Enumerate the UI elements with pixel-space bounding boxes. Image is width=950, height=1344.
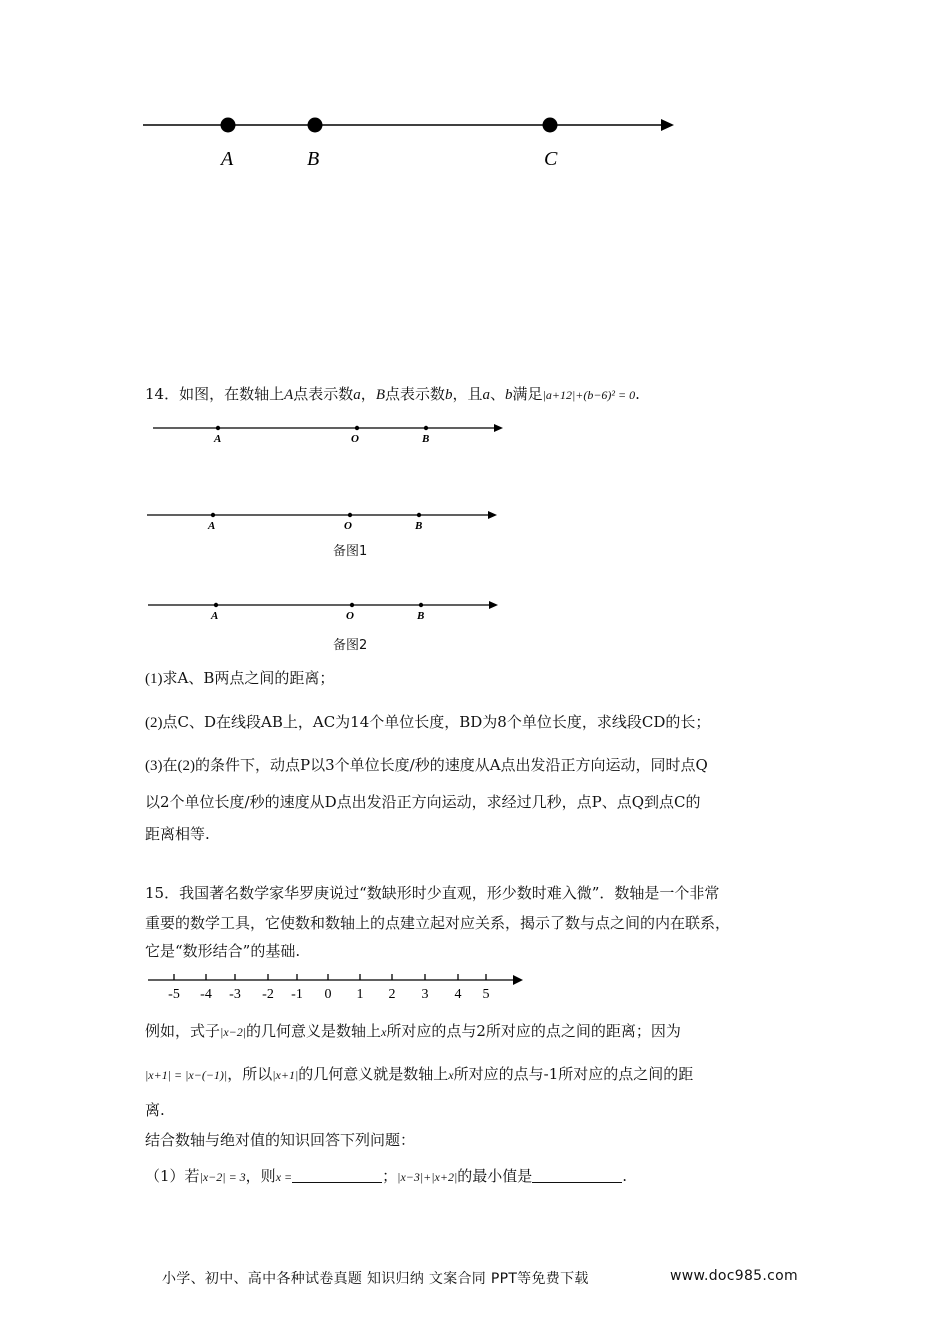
q14-period: .: [635, 385, 640, 403]
part3-text: 的条件下，动点P以3个单位长度/秒的速度从A点出发沿正方向运动，同时点Q: [195, 756, 708, 774]
q15-text: 的几何意义就是数轴上: [298, 1065, 449, 1083]
q15-text: ，则: [245, 1167, 276, 1185]
q14-intro-text: 点表示数: [384, 385, 445, 403]
q15-tick-label: -4: [200, 987, 212, 1002]
q15-formula: |x+1| = |x−(−1)|: [145, 1068, 228, 1082]
footer-text: 小学、初中、高中各种试卷真题 知识归纳 文案合同 PPT等免费下载: [162, 1271, 589, 1287]
backup1-label-a: A: [208, 520, 216, 532]
q15-tick-label: -1: [291, 987, 303, 1002]
label-b: B: [307, 148, 320, 170]
q15-var-x: x: [381, 1025, 387, 1039]
q14-intro-text: 满足: [512, 385, 543, 403]
q14-condition-formula: |a+12|+(b−6)² = 0: [542, 388, 636, 402]
q15-formula: |x+1|: [272, 1068, 299, 1082]
part3-text: 在: [162, 756, 178, 774]
footer-site[interactable]: www.doc985.com: [670, 1268, 798, 1284]
answer-blank-1[interactable]: [292, 1168, 382, 1183]
q14-intro: [145, 384, 640, 405]
q15-var-x: x =: [275, 1170, 293, 1184]
q15-line-2: 重要的数学工具，它使数和数轴上的点建立起对应关系，揭示了数与点之间的内在联系，: [145, 914, 731, 932]
q14-part-1: [145, 668, 334, 689]
q15-text: 的最小值是: [457, 1167, 533, 1185]
q14-var-a: a: [353, 387, 361, 403]
q15-number-line: [0, 968, 950, 1008]
part1-number: (1): [145, 671, 163, 687]
q14-part-2: [145, 712, 710, 733]
q14-intro-text: 、: [490, 385, 506, 403]
q15-text: ，所以: [227, 1065, 273, 1083]
q15-text: 所对应的点与-1所对应的点之间的距: [453, 1065, 694, 1083]
q15-example-line-2: [145, 1064, 693, 1085]
answer-blank-2[interactable]: [532, 1168, 622, 1183]
q15-question-1: [145, 1166, 627, 1187]
q15-example-line-1: [145, 1021, 681, 1042]
q15-text: 的几何意义是数轴上: [246, 1022, 382, 1040]
part3-number: (3): [145, 758, 163, 774]
q15-tick-label: 5: [482, 987, 490, 1002]
q14-backup-line-2: [0, 592, 950, 632]
q15-text: .: [622, 1167, 628, 1185]
q14-label-b: B: [422, 433, 430, 445]
part2-text: 点C、D在线段AB上，AC为14个单位长度，BD为8个单位长度，求线段CD的长；: [162, 713, 711, 731]
q14-intro-text: ，: [360, 385, 376, 403]
q15-tick-label: 1: [356, 987, 364, 1002]
q14-number: 14．: [145, 385, 180, 403]
point-b-dot: [308, 118, 323, 133]
q14-var-a: a: [482, 387, 491, 403]
q15-prompt: 结合数轴与绝对值的知识回答下列问题：: [145, 1131, 416, 1149]
q14-part-3-line-2: 以2个单位长度/秒的速度从D点出发沿正方向运动，求经过几秒，点P、点Q到点C的: [145, 793, 701, 811]
backup2-label-o: O: [346, 610, 354, 622]
q15-tick-label: -5: [168, 987, 180, 1002]
q15-example-line-3: 离.: [145, 1101, 165, 1119]
q14-label-o: O: [351, 433, 359, 445]
q14-var-b: b: [505, 387, 513, 403]
q15-tick-label: -3: [229, 987, 241, 1002]
q15-tick-label: 0: [324, 987, 332, 1002]
q15-tick-label: 2: [388, 987, 396, 1002]
backup1-label-o: O: [344, 520, 352, 532]
q15-formula: |x−2|: [220, 1025, 247, 1039]
q15-text: 例如，式子: [145, 1022, 221, 1040]
q15-tick-label: -2: [262, 987, 274, 1002]
q15-q1-number: （1）若: [145, 1167, 200, 1185]
q15-formula: |x−2| = 3: [199, 1170, 246, 1184]
q15-tick-label: 4: [454, 987, 462, 1002]
q14-intro-text: ，且: [452, 385, 483, 403]
q15-text: ；: [382, 1167, 398, 1185]
q15-formula: |x−3|+|x+2|: [397, 1170, 458, 1184]
q14-part-3-line-1: [145, 755, 708, 776]
q14-intro-text: 如图，在数轴上: [179, 385, 285, 403]
backup2-label-a: A: [211, 610, 219, 622]
top-axis-arrow: [661, 119, 674, 131]
q14-intro-text: 点表示数: [293, 385, 354, 403]
point-c-dot: [543, 118, 558, 133]
q14-number-line: [0, 415, 950, 455]
q14-var-b-point: B: [375, 387, 385, 403]
backup1-label-b: B: [415, 520, 423, 532]
q14-label-a: A: [214, 433, 222, 445]
backup2-label-b: B: [417, 610, 425, 622]
q15-line-3: 它是“数形结合”的基础.: [145, 942, 301, 960]
part3-ref: (2): [177, 758, 196, 774]
q15-var-x: x: [448, 1068, 454, 1082]
q14-part-3-line-3: 距离相等.: [145, 825, 210, 843]
q14-var-b: b: [445, 387, 453, 403]
q14-backup-line-1: [0, 502, 950, 542]
caption-backup-1: 备图1: [333, 544, 368, 559]
label-c: C: [544, 148, 558, 170]
point-a-dot: [221, 118, 236, 133]
part1-text: 求A、B两点之间的距离；: [162, 669, 335, 687]
top-number-line: [0, 0, 950, 200]
q15-line-1: 15．我国著名数学家华罗庚说过“数缺形时少直观，形少数时难入微”．数轴是一个非常: [145, 884, 720, 902]
part2-number: (2): [145, 715, 163, 731]
q15-text: 所对应的点与2所对应的点之间的距离；因为: [386, 1022, 681, 1040]
q14-var-a-point: A: [284, 387, 294, 403]
q15-tick-label: 3: [421, 987, 429, 1002]
caption-backup-2: 备图2: [333, 638, 368, 653]
label-a: A: [221, 148, 234, 170]
